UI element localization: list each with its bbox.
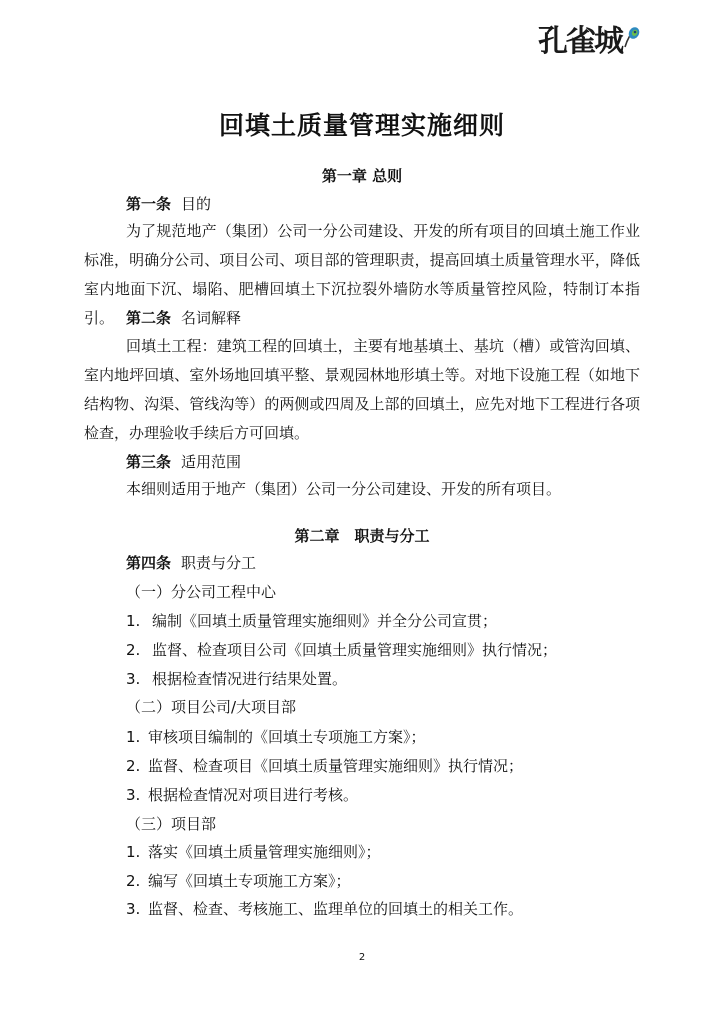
article-label: 第二条 [126,309,172,327]
list-item [126,871,351,891]
item-number: 2. [126,641,141,659]
list-item [126,669,347,689]
item-number: 3. [126,900,141,918]
list-item [126,611,497,631]
article-title: 适用范围 [181,453,242,471]
item-number: 1. [126,728,141,746]
article-title: 职责与分工 [181,554,257,572]
item-text: 落实《回填土质量管理实施细则》； [148,843,381,861]
paragraph: 为了规范地产（集团）公司一分公司建设、开发的所有项目的回填土施工作业标准，明确分公司、项目公司、项目部的管理职责，提高回填土质量管理水平，降低室内地面下沉、塌陷、肥槽回填土下沉拉裂外墙防水等质量管控风险，特制订本指引。 [84,222,640,327]
article-title: 目的 [181,195,212,213]
item-text: 编写《回填土专项施工方案》； [148,872,351,890]
section-title: （二）项目公司/大项目部 [126,698,297,716]
page-number: 2 [358,952,366,963]
article-label: 第一条 [126,195,172,213]
item-number: 2. [126,872,141,890]
list-item [126,842,381,862]
section-title: （三）项目部 [126,815,217,833]
list-item [126,727,426,747]
item-number: 3. [126,670,141,688]
item-text: 监督、检查、考核施工、监理单位的回填土的相关工作。 [148,900,524,918]
article-heading [126,553,256,573]
item-number: 2. [126,757,141,775]
brand-logo [538,22,640,62]
article-title: 名词解释 [181,309,242,327]
list-item [126,785,358,805]
article-label: 第四条 [126,554,172,572]
article-heading [126,452,241,472]
logo-text: 孔雀城 [538,24,622,59]
item-text: 监督、检查项目公司《回填土质量管理实施细则》执行情况； [152,641,558,659]
list-item [126,640,557,660]
paragraph: 回填土工程：建筑工程的回填土，主要有地基填土、基坑（槽）或管沟回填、室内地坪回填、室外场地回填平整、景观园林地形填土等。对地下设施工程（如地下结构物、沟渠、管线沟等）的两侧或四周及上部的回填土，应先对地下工程进行各项检查，办理验收手续后方可回填。 [84,337,640,442]
list-item [126,756,523,776]
paragraph: 本细则适用于地产（集团）公司一分公司建设、开发的所有项目。 [126,480,562,498]
section-title: （一）分公司工程中心 [126,583,277,601]
item-text: 监督、检查项目《回填土质量管理实施细则》执行情况； [148,757,524,775]
peacock-feather-icon [622,26,640,48]
chapter-heading: 第二章 职责与分工 [294,527,430,545]
item-text: 根据检查情况进行结果处置。 [152,670,348,688]
list-item [126,899,523,919]
chapter-heading: 第一章 总则 [321,167,403,185]
item-number: 3. [126,786,141,804]
item-text: 编制《回填土质量管理实施细则》并全分公司宣贯； [152,612,498,630]
item-number: 1. [126,843,141,861]
item-text: 审核项目编制的《回填土专项施工方案》； [148,728,426,746]
article-label: 第三条 [126,453,172,471]
page-title: 回填土质量管理实施细则 [218,111,505,140]
item-text: 根据检查情况对项目进行考核。 [148,786,359,804]
article-heading [126,308,241,328]
article-heading [126,194,211,214]
item-number: 1. [126,612,141,630]
